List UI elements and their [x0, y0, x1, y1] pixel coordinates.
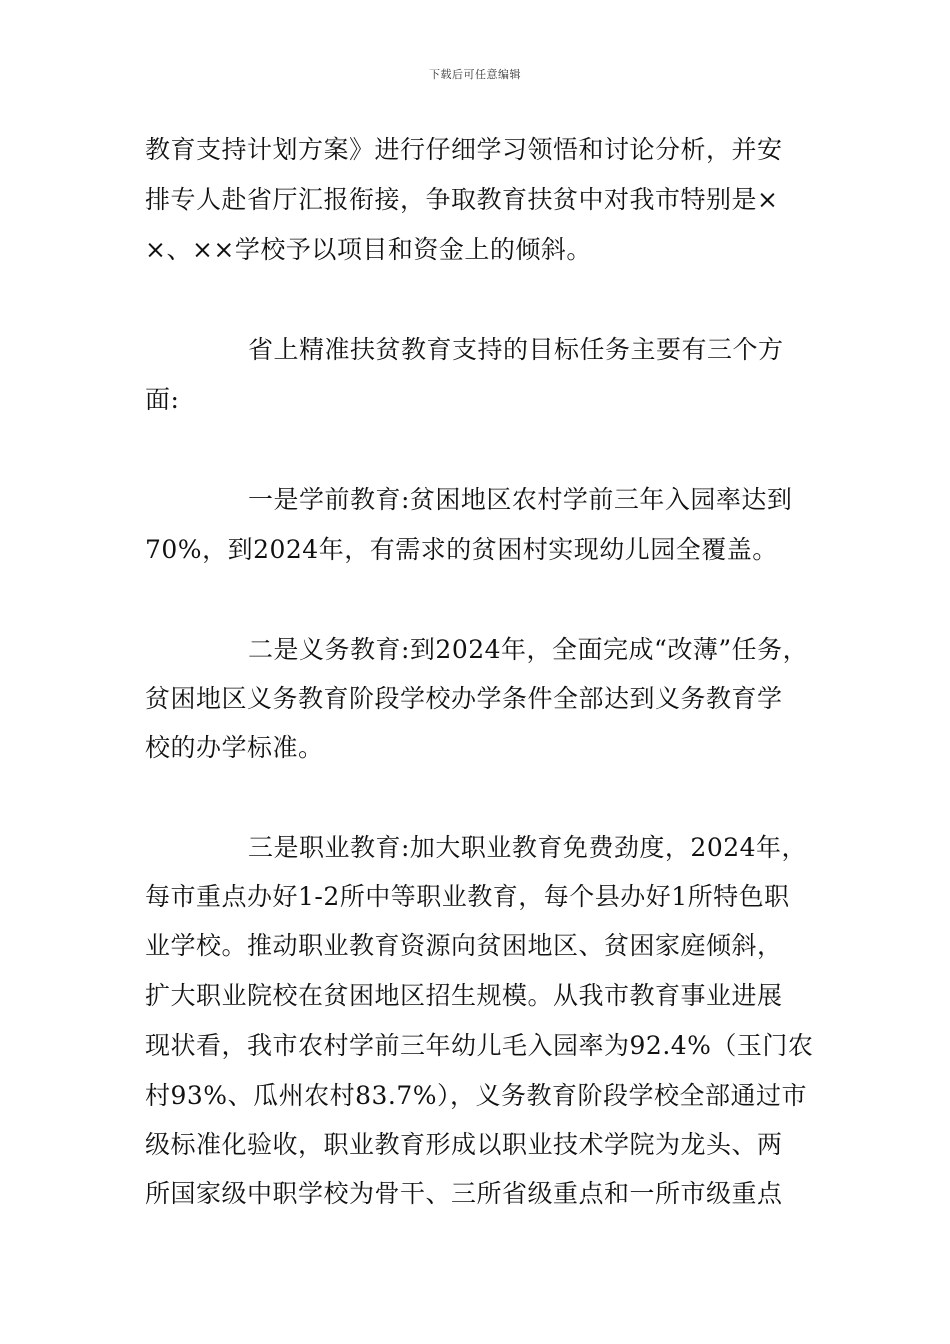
- text-line: 省上精准扶贫教育支持的目标任务主要有三个方: [248, 335, 784, 364]
- text-line: ×、××学校予以项目和资金上的倾斜。: [145, 235, 592, 264]
- text-line: 所国家级中职学校为骨干、三所省级重点和一所市级重点: [145, 1179, 783, 1208]
- text-line: 教育支持计划方案》进行仔细学习领悟和讨论分析，并安: [145, 135, 783, 164]
- text-line: 70%，到2024年，有需求的贫困村实现幼儿园全覆盖。: [145, 535, 778, 564]
- text-line: 三是职业教育:加大职业教育免费劲度，2024年，: [248, 833, 808, 862]
- text-line: 校的办学标准。: [145, 733, 324, 762]
- text-line: 排专人赴省厅汇报衔接，争取教育扶贫中对我市特别是×: [145, 185, 779, 214]
- text-line: 扩大职业院校在贫困地区招生规模。从我市教育事业进展: [145, 981, 783, 1010]
- text-line: 现状看，我市农村学前三年幼儿毛入园率为92.4%（玉门农: [145, 1031, 814, 1060]
- text-line: 村93%、瓜州农村83.7%），义务教育阶段学校全部通过市: [145, 1081, 807, 1110]
- text-line: 二是义务教育:到2024年，全面完成“改薄”任务，: [248, 635, 809, 664]
- text-line: 业学校。推动职业教育资源向贫困地区、贫困家庭倾斜，: [145, 931, 783, 960]
- text-line: 级标准化验收，职业教育形成以职业技术学院为龙头、两: [145, 1130, 783, 1159]
- text-line: 每市重点办好1-2所中等职业教育，每个县办好1所特色职: [145, 882, 790, 911]
- text-line: 贫困地区义务教育阶段学校办学条件全部达到义务教育学: [145, 684, 783, 713]
- page-header: 下载后可任意编辑: [429, 68, 521, 81]
- text-line: 一是学前教育:贫困地区农村学前三年入园率达到: [248, 485, 793, 514]
- text-line: 面:: [145, 385, 180, 414]
